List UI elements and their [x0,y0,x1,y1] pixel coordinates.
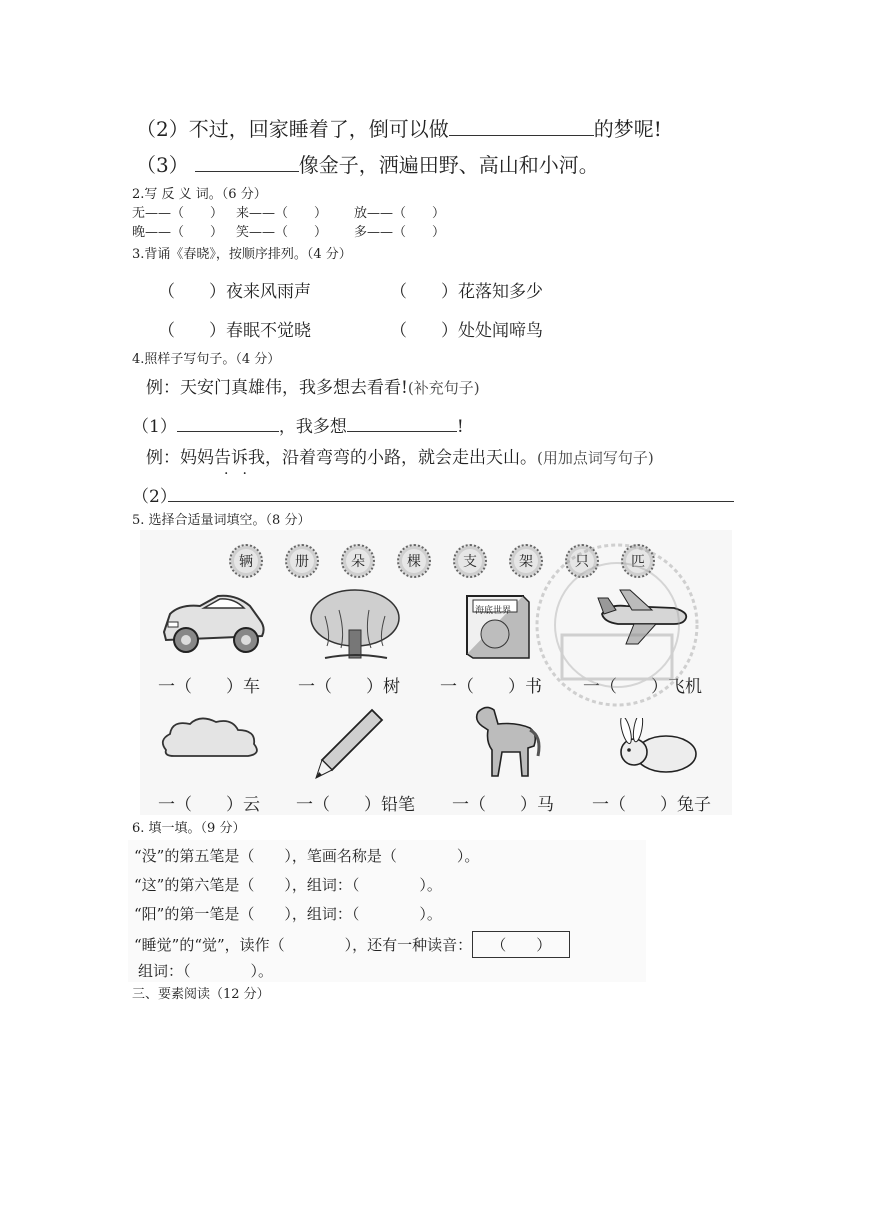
q1-line2-prefix: （2）不过，回家睡着了，倒可以做 [136,117,449,141]
q4-example-1 [146,373,480,398]
emphasis-dots: ·· [224,466,261,482]
q4-line-1-end: ! [456,417,464,437]
q3-title: 3.背诵《春晓》，按顺序排列。（4 分） [132,247,352,262]
q1-line3 [136,149,599,178]
measure-word-badge: 支 [453,544,487,578]
q1-line3-prefix: （3） [136,153,189,177]
q5-caption[interactable]: 一（ ）树 [298,677,400,697]
q5-caption[interactable]: 一（ ）云 [158,795,260,815]
rabbit-icon [612,718,702,776]
q5-caption[interactable]: 一（ ）马 [452,795,554,815]
horse-icon [468,702,544,782]
q2-item[interactable]: 晚——（ ） [132,225,224,240]
q4-line-2-prefix: （2） [132,487,177,507]
q1-line3-suffix: 像金子，洒遍田野、高山和小河。 [298,153,599,177]
q3-item-4[interactable]: （ ）处处闻啼鸟 [390,321,543,341]
q4-line-2 [132,482,177,507]
q2-row1 [132,202,445,221]
measure-word-badge: 架 [509,544,543,578]
pronunciation-box[interactable]: （ ） [472,931,570,958]
q1-line2-suffix: 的梦呢! [593,117,662,141]
q2-item[interactable]: 笑——（ ） [236,225,328,240]
q6-title: 6. 填一填。（9 分） [132,821,246,836]
q4-example-1-note: (补充句子) [407,379,480,397]
pencil-icon [312,706,386,782]
q3-item-2[interactable]: （ ）花落知多少 [390,282,543,302]
measure-word-badge: 只 [565,544,599,578]
measure-word-badge: 册 [285,544,319,578]
q5-caption[interactable]: 一（ ）车 [158,677,260,697]
q5-caption[interactable]: 一（ ）兔子 [592,795,711,815]
q4-line-1 [132,412,464,437]
q4-example-2-text: 例：妈妈告诉我，沿着弯弯的小路，就会走出天山。 [146,448,537,468]
measure-word-badge: 棵 [397,544,431,578]
q4-line-2-blank[interactable] [168,501,734,502]
q4-line-1-blank-b[interactable] [347,430,457,432]
q6-line-1[interactable]: “没”的第五笔是（ ），笔画名称是（ ）。 [134,847,480,865]
q2-item[interactable]: 放——（ ） [354,206,446,221]
tree-icon [305,586,405,664]
car-icon [156,588,268,660]
q5-caption[interactable]: 一（ ）飞机 [583,677,702,697]
q2-item[interactable]: 多——（ ） [354,225,446,240]
book-title: 海底世界 [475,606,512,616]
q4-title: 4.照样子写句子。（4 分） [132,352,281,367]
q4-example-2-note: (用加点词写句子) [537,449,654,467]
q3-item-1[interactable]: （ ）夜来风雨声 [158,282,311,302]
q1-line2-blank[interactable] [449,134,594,136]
q3-item-3[interactable]: （ ）春眠不觉晓 [158,321,311,341]
q5-caption[interactable]: 一（ ）书 [440,677,542,697]
q4-line-1-mid: ，我多想 [278,417,347,437]
q1-line2 [136,113,662,142]
q6-line-2[interactable]: “这”的第六笔是（ ），组词：（ ）。 [134,876,442,894]
q6-line-4 [134,931,570,958]
q2-title: 2.写 反 义 词。（6 分） [132,187,267,202]
measure-word-badge: 匹 [621,544,655,578]
q5-caption[interactable]: 一（ ）铅笔 [296,795,415,815]
q5-title: 5. 选择合适量词填空。（8 分） [132,513,311,528]
q2-row2 [132,221,445,240]
q6-line-5[interactable]: 组词：（ ）。 [138,962,274,980]
watermark-stamp-icon [532,540,702,710]
q4-example-1-text: 例：天安门真雄伟，我多想去看看! [146,378,408,398]
q2-item[interactable]: 无——（ ） [132,206,224,221]
q4-line-1-prefix: （1） [132,417,177,437]
measure-word-badge: 朵 [341,544,375,578]
q6-line-4-text: “睡觉”的“觉”，读作（ ），还有一种读音： [134,936,473,954]
cloud-icon [156,714,264,764]
q6-line-3[interactable]: “阳”的第一笔是（ ），组词：（ ）。 [134,905,442,923]
q4-example-2 [146,443,654,468]
q2-item[interactable]: 来——（ ） [236,206,328,221]
measure-word-badge: 辆 [229,544,263,578]
q1-line3-blank[interactable] [195,170,299,172]
section-3-title: 三、要素阅读（12 分） [132,987,270,1002]
q4-line-1-blank-a[interactable] [177,430,279,432]
